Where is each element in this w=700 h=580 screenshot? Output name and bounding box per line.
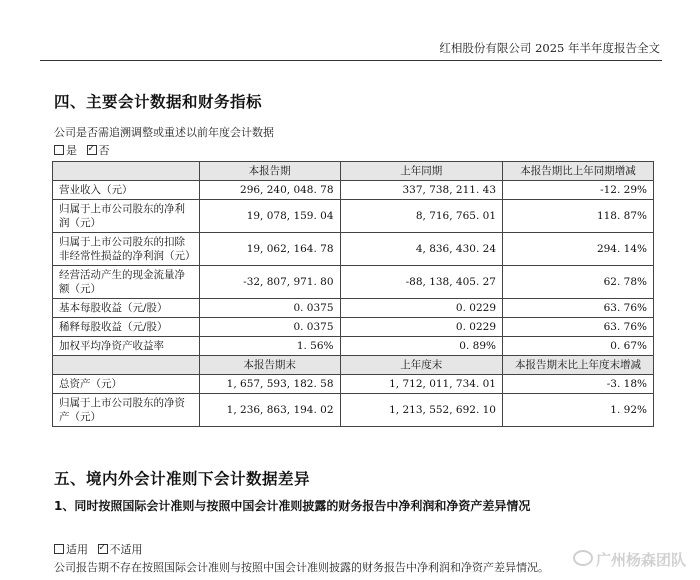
cell-value: -32, 807, 971. 80 [199, 266, 340, 299]
cell-value: 337, 738, 211. 43 [340, 181, 502, 200]
column-header: 本报告期末 [199, 356, 340, 375]
cell-value: 1, 712, 011, 734. 01 [340, 375, 502, 394]
table-row [53, 337, 654, 356]
cell-value: 4, 836, 430. 24 [340, 233, 502, 266]
checked-box-icon [98, 544, 108, 554]
cell-value: 19, 062, 164. 78 [199, 233, 340, 266]
cell-value: 1, 236, 863, 194. 02 [199, 394, 340, 427]
weibo-icon [573, 550, 593, 566]
option-applicable[interactable] [54, 543, 88, 556]
header-divider [40, 60, 662, 61]
financial-table-body [53, 162, 654, 427]
cell-value: -12. 29% [503, 181, 654, 200]
section4-title: 四、主要会计数据和财务指标 [54, 93, 263, 111]
cell-value: 19, 078, 159. 04 [199, 200, 340, 233]
option-not-applicable-label: 不适用 [109, 543, 143, 556]
row-label: 稀释每股收益（元/股） [53, 318, 200, 337]
column-header [53, 162, 200, 181]
watermark [573, 549, 686, 570]
column-header [53, 356, 200, 375]
cell-value: 118. 87% [503, 200, 654, 233]
cell-value: 296, 240, 048. 78 [199, 181, 340, 200]
column-header: 本报告期比上年同期增减 [503, 162, 654, 181]
section5-subtitle: 1、同时按照国际会计准则与按照中国会计准则披露的财务报告中净利润和净资产差异情况 [54, 499, 531, 513]
applicability-options [54, 541, 149, 557]
restatement-question: 公司是否需追溯调整或重述以前年度会计数据 [54, 126, 274, 139]
option-yes-label: 是 [66, 144, 77, 157]
cell-value: 8, 716, 765. 01 [340, 200, 502, 233]
checked-box-icon [87, 145, 97, 155]
column-header: 本报告期 [199, 162, 340, 181]
table-header-period [53, 162, 654, 181]
table-row [53, 375, 654, 394]
unchecked-box-icon [54, 544, 64, 554]
table-header-period-end [53, 356, 654, 375]
column-header: 本报告期末比上年度末增减 [503, 356, 654, 375]
cell-value: 63. 76% [503, 318, 654, 337]
table-row [53, 200, 654, 233]
table-row [53, 394, 654, 427]
cell-value: 0. 0375 [199, 318, 340, 337]
restatement-options [54, 142, 116, 158]
unchecked-box-icon [54, 145, 64, 155]
column-header: 上年度末 [340, 356, 502, 375]
cell-value: 0. 0375 [199, 299, 340, 318]
financial-indicators-table [52, 161, 654, 427]
row-label: 加权平均净资产收益率 [53, 337, 200, 356]
cell-value: -3. 18% [503, 375, 654, 394]
report-header-title: 红相股份有限公司 2025 年半年度报告全文 [439, 41, 660, 55]
row-label: 基本每股收益（元/股） [53, 299, 200, 318]
cell-value: 1, 657, 593, 182. 58 [199, 375, 340, 394]
cell-value: 0. 0229 [340, 318, 502, 337]
row-label: 归属于上市公司股东的净利润（元） [53, 200, 200, 233]
cell-value: 1, 213, 552, 692. 10 [340, 394, 502, 427]
cell-value: 62. 78% [503, 266, 654, 299]
watermark-text: 广州杨森团队 [595, 551, 686, 569]
cell-value: 0. 67% [503, 337, 654, 356]
cell-value: -88, 138, 405. 27 [340, 266, 502, 299]
table-row [53, 266, 654, 299]
option-yes[interactable] [54, 144, 77, 157]
row-label: 经营活动产生的现金流量净额（元） [53, 266, 200, 299]
cell-value: 294. 14% [503, 233, 654, 266]
table-row [53, 299, 654, 318]
column-header: 上年同期 [340, 162, 502, 181]
cell-value: 1. 56% [199, 337, 340, 356]
cell-value: 63. 76% [503, 299, 654, 318]
row-label: 总资产（元） [53, 375, 200, 394]
cell-value: 0. 0229 [340, 299, 502, 318]
option-applicable-label: 适用 [66, 543, 88, 556]
cell-value: 0. 89% [340, 337, 502, 356]
option-no-label: 否 [98, 144, 110, 157]
section5-title: 五、境内外会计准则下会计数据差异 [54, 470, 311, 488]
table-row [53, 233, 654, 266]
table-row [53, 181, 654, 200]
row-label: 归属于上市公司股东的净资产（元） [53, 394, 200, 427]
option-not-applicable[interactable] [98, 543, 143, 556]
row-label: 营业收入（元） [53, 181, 200, 200]
cell-value: 1. 92% [503, 394, 654, 427]
table-row [53, 318, 654, 337]
row-label: 归属于上市公司股东的扣除非经常性损益的净利润（元） [53, 233, 200, 266]
difference-statement: 公司报告期不存在按照国际会计准则与按照中国会计准则披露的财务报告中净利润和净资产差异情况。 [54, 561, 549, 574]
option-no[interactable] [87, 144, 110, 157]
